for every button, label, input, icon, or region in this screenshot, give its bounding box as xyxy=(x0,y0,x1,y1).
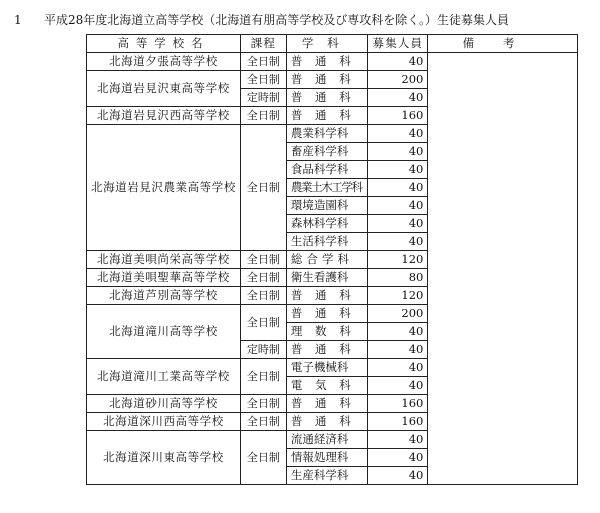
column-header-notes: 備考 xyxy=(428,35,578,53)
column-header-course: 課程 xyxy=(240,35,286,53)
subject-cell: 情報処理科 xyxy=(286,449,367,467)
table-header-row xyxy=(87,35,578,53)
capacity-cell: 160 xyxy=(368,413,428,431)
capacity-cell: 80 xyxy=(368,269,428,287)
capacity-cell: 160 xyxy=(368,107,428,125)
column-header-school: 高等学校名 xyxy=(87,35,241,53)
capacity-cell: 40 xyxy=(368,125,428,143)
subject-cell: 普通科 xyxy=(286,107,367,125)
capacity-cell: 40 xyxy=(368,89,428,107)
school-name-cell: 北海道岩見沢西高等学校 xyxy=(87,107,241,125)
capacity-cell: 40 xyxy=(368,341,428,359)
table-row xyxy=(87,53,578,71)
subject-cell: 生活科学科 xyxy=(286,233,367,251)
subject-cell: 森林科学科 xyxy=(286,215,367,233)
capacity-cell: 40 xyxy=(368,467,428,485)
school-name-cell: 北海道滝川工業高等学校 xyxy=(87,359,241,395)
notes-cell xyxy=(428,53,578,485)
subject-cell: 理数科 xyxy=(286,323,367,341)
subject-cell: 普通科 xyxy=(286,53,367,71)
subject-cell: 普通科 xyxy=(286,395,367,413)
capacity-cell: 40 xyxy=(368,377,428,395)
course-cell: 全日制 xyxy=(240,251,286,269)
school-name-cell: 北海道芦別高等学校 xyxy=(87,287,241,305)
recruitment-table xyxy=(86,34,578,485)
course-cell: 全日制 xyxy=(240,305,286,341)
subject-cell: 普通科 xyxy=(286,341,367,359)
capacity-cell: 40 xyxy=(368,359,428,377)
school-name-cell: 北海道滝川高等学校 xyxy=(87,305,241,359)
document-heading xyxy=(14,11,509,28)
school-name-cell: 北海道夕張高等学校 xyxy=(87,53,241,71)
course-cell: 全日制 xyxy=(240,53,286,71)
capacity-cell: 40 xyxy=(368,323,428,341)
course-cell: 全日制 xyxy=(240,125,286,251)
subject-cell: 衛生看護科 xyxy=(286,269,367,287)
subject-cell: 環境造園科 xyxy=(286,197,367,215)
course-cell: 定時制 xyxy=(240,89,286,107)
school-name-cell: 北海道岩見沢東高等学校 xyxy=(87,71,241,107)
capacity-cell: 40 xyxy=(368,449,428,467)
subject-cell: 普通科 xyxy=(286,71,367,89)
course-cell: 全日制 xyxy=(240,287,286,305)
school-name-cell: 北海道美唄尚栄高等学校 xyxy=(87,251,241,269)
school-name-cell: 北海道岩見沢農業高等学校 xyxy=(87,125,241,251)
capacity-cell: 40 xyxy=(368,197,428,215)
capacity-cell: 40 xyxy=(368,233,428,251)
course-cell: 全日制 xyxy=(240,71,286,89)
subject-cell: 普通科 xyxy=(286,413,367,431)
course-cell: 全日制 xyxy=(240,359,286,395)
capacity-cell: 40 xyxy=(368,179,428,197)
capacity-cell: 120 xyxy=(368,251,428,269)
subject-cell: 普通科 xyxy=(286,305,367,323)
subject-cell: 総合学科 xyxy=(286,251,367,269)
subject-cell: 電気科 xyxy=(286,377,367,395)
school-name-cell: 北海道砂川高等学校 xyxy=(87,395,241,413)
capacity-cell: 40 xyxy=(368,143,428,161)
column-header-capacity: 募集人員 xyxy=(368,35,428,53)
course-cell: 全日制 xyxy=(240,107,286,125)
course-cell: 定時制 xyxy=(240,341,286,359)
course-cell: 全日制 xyxy=(240,269,286,287)
school-name-cell: 北海道深川東高等学校 xyxy=(87,431,241,485)
subject-cell: 食品科学科 xyxy=(286,161,367,179)
heading-number: 1 xyxy=(14,13,22,27)
course-cell: 全日制 xyxy=(240,395,286,413)
school-name-cell: 北海道深川西高等学校 xyxy=(87,413,241,431)
course-cell: 全日制 xyxy=(240,431,286,485)
subject-cell: 普通科 xyxy=(286,89,367,107)
capacity-cell: 160 xyxy=(368,395,428,413)
table-body xyxy=(87,53,578,485)
subject-cell: 流通経済科 xyxy=(286,431,367,449)
capacity-cell: 40 xyxy=(368,161,428,179)
subject-cell: 農業土木工学科 xyxy=(286,179,367,197)
school-name-cell: 北海道美唄聖華高等学校 xyxy=(87,269,241,287)
capacity-cell: 200 xyxy=(368,305,428,323)
capacity-cell: 40 xyxy=(368,215,428,233)
column-header-subject: 学科 xyxy=(286,35,367,53)
course-cell: 全日制 xyxy=(240,413,286,431)
subject-cell: 生産科学科 xyxy=(286,467,367,485)
subject-cell: 電子機械科 xyxy=(286,359,367,377)
capacity-cell: 200 xyxy=(368,71,428,89)
subject-cell: 普通科 xyxy=(286,287,367,305)
capacity-cell: 120 xyxy=(368,287,428,305)
heading-text: 平成28年度北海道立高等学校（北海道有朋高等学校及び専攻科を除く。）生徒募集人員 xyxy=(44,13,510,27)
subject-cell: 農業科学科 xyxy=(286,125,367,143)
capacity-cell: 40 xyxy=(368,53,428,71)
capacity-cell: 40 xyxy=(368,431,428,449)
subject-cell: 畜産科学科 xyxy=(286,143,367,161)
